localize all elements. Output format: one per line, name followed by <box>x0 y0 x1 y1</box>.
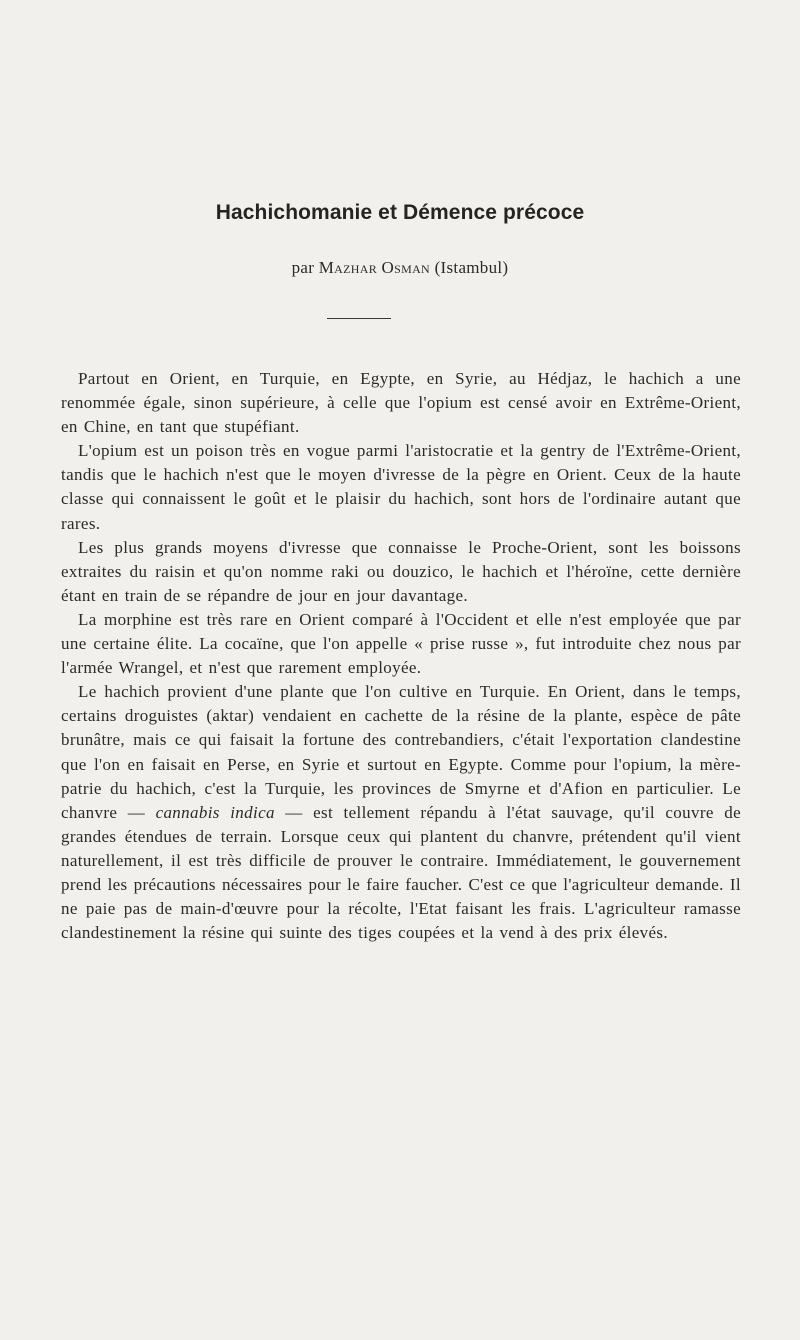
byline-prefix: par <box>291 258 315 277</box>
paragraph: Les plus grands moyens d'ivresse que connaisse le Proche-Orient, sont les boissons extraites du raisin et qu'on nomme raki ou douzico, le hachich et l'héroïne, cette dernière étant en train de se répandre de jour en jour davantage. <box>61 537 741 605</box>
article-body <box>61 367 741 945</box>
paragraph: La morphine est très rare en Orient comparé à l'Occident et elle n'est employée que par une certaine élite. La cocaïne, que l'on appelle « prise russe », fut introduite chez nous par l'armée Wrangel, et n'est que rarement employée. <box>61 609 741 678</box>
paragraph-text: Le hachich provient d'une plante que l'on cultive en Turquie. En Orient, dans le temps, certains droguistes (aktar) vendaient en cachette de la résine de la plante, espèce de pâte brunâtre, mais ce qui faisait la fortune des contrebandiers, c'était l'exportation clandestine que l'on en faisait en Perse, en Syrie et surtout en Egypte. Comme pour l'opium, la mère-patrie du hachich, c'est la Turquie, les provinces de Smyrne et d'Afion en particulier. Le chanvre — <box>61 682 741 822</box>
article-byline <box>0 258 800 278</box>
paragraph-text: — est tellement répandu à l'état sauvage, qu'il couvre de grandes étendues de terrain. Lorsque ceux qui plantent du chanvre, prétendent qu'il vient naturellement, il est très difficile de prouver le contraire. Immédiatement, le gouvernement prend les précautions nécessaires pour le faire faucher. C'est ce que l'agriculteur demande. Il ne paie pas de main-d'œuvre pour la récolte, l'Etat faisant les frais. L'agriculteur ramasse clandestinement la résine qui suinte des tiges coupées et la vend à des prix élevés. <box>61 802 741 943</box>
byline-author: Mazhar Osman <box>318 258 431 277</box>
latin-term: cannabis indica <box>155 802 275 822</box>
paragraph <box>61 680 741 945</box>
article-title: Hachichomanie et Démence précoce <box>215 201 585 224</box>
title-divider <box>327 318 391 319</box>
paragraph: Partout en Orient, en Turquie, en Egypte, en Syrie, au Hédjaz, le hachich a une renommée égale, sinon supérieure, à celle que l'opium est censé avoir en Extrême-Orient, en Chine, en tant que stupéfiant. <box>61 369 741 437</box>
byline-location: (Istambul) <box>434 258 509 277</box>
paragraph: L'opium est un poison très en vogue parmi l'aristocratie et la gentry de l'Extrême-Orient, tandis que le hachich n'est que le moyen d'ivresse de la pègre en Orient. Ceux de la haute classe qui connaissent le goût et le plaisir du hachich, sont hors de l'ordinaire autant que rares. <box>61 441 741 533</box>
